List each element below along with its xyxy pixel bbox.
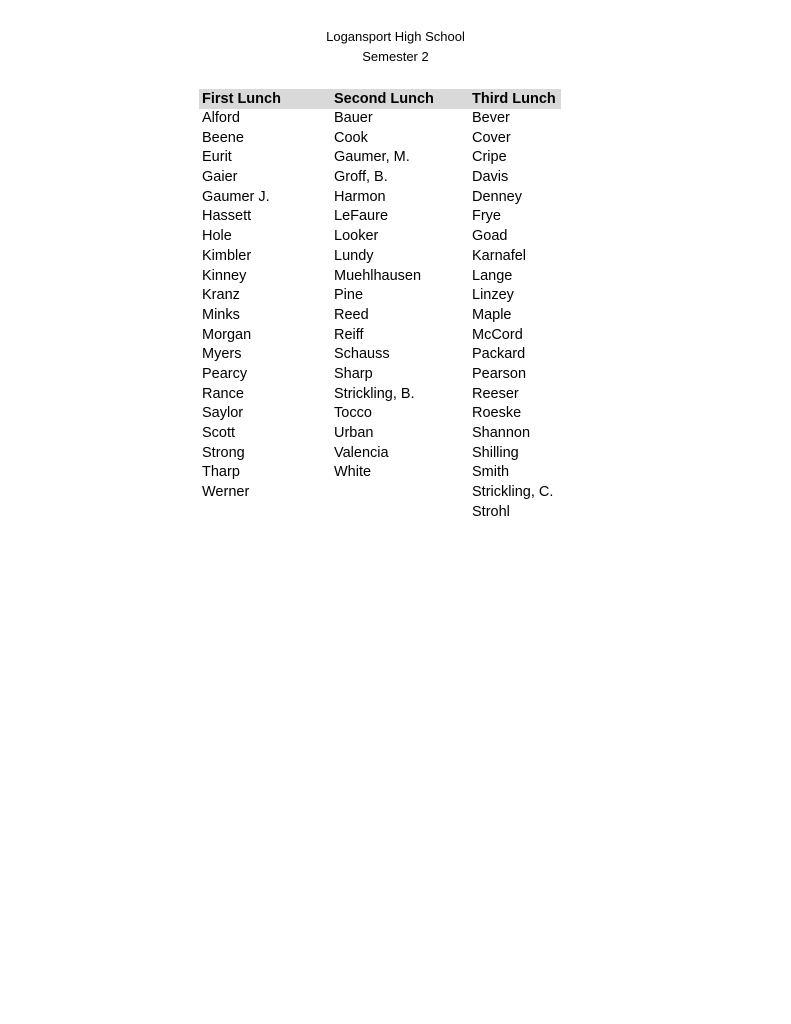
- table-cell: Schauss: [334, 346, 390, 363]
- lunch-schedule-table: [199, 89, 561, 522]
- table-cell: LeFaure: [334, 208, 389, 225]
- table-cell: Gaier: [202, 169, 238, 186]
- table-cell: Werner: [202, 484, 250, 501]
- table-cell: Saylor: [202, 405, 244, 422]
- table-body: [199, 109, 561, 522]
- table-cell: Cook: [334, 129, 368, 146]
- table-cell: Kimbler: [202, 247, 252, 264]
- header-first-lunch: First Lunch: [202, 91, 281, 107]
- table-cell: Harmon: [334, 188, 386, 205]
- table-cell: Hole: [202, 228, 232, 245]
- document-heading: [0, 27, 791, 66]
- table-cell: Minks: [202, 306, 240, 323]
- table-cell: Pearson: [472, 365, 527, 382]
- table-cell: Lundy: [334, 247, 374, 264]
- table-cell: Scott: [202, 425, 236, 441]
- table-cell: Muehlhausen: [334, 267, 422, 284]
- table-cell: Valencia: [334, 444, 389, 461]
- table-cell: Myers: [202, 346, 242, 363]
- table-cell: Gaumer J.: [202, 188, 270, 205]
- table-cell: Reeser: [472, 385, 519, 402]
- table-cell: Denney: [472, 188, 522, 205]
- first-lunch-column: [199, 109, 332, 522]
- table-cell: Urban: [334, 425, 374, 441]
- table-cell: Packard: [472, 346, 526, 363]
- header-second-lunch: Second Lunch: [334, 91, 434, 107]
- table-cell: Strohl: [472, 503, 510, 520]
- table-cell: Pine: [334, 287, 364, 304]
- table-cell: Kinney: [202, 267, 247, 284]
- table-cell: Tharp: [202, 464, 240, 481]
- table-cell: Linzey: [472, 287, 514, 304]
- table-cell: Rance: [202, 385, 244, 402]
- table-cell: Pearcy: [202, 365, 248, 382]
- table-cell: Strickling, B.: [334, 385, 415, 402]
- semester-subtitle: Semester 2: [362, 48, 429, 64]
- table-cell: Alford: [202, 110, 240, 126]
- table-cell: Looker: [334, 228, 379, 245]
- table-cell: Davis: [472, 169, 509, 186]
- table-cell: Maple: [472, 306, 512, 323]
- third-lunch-column: [470, 109, 561, 522]
- table-cell: Reed: [334, 306, 369, 323]
- table-cell: Eurit: [202, 149, 232, 166]
- school-title: Logansport High School: [326, 29, 465, 44]
- table-cell: Bever: [472, 110, 510, 126]
- table-cell: Smith: [472, 464, 510, 481]
- table-cell: White: [334, 464, 372, 481]
- table-cell: Shilling: [472, 444, 519, 461]
- table-cell: Shannon: [472, 425, 531, 441]
- table-cell: Sharp: [334, 365, 373, 382]
- table-cell: Lange: [472, 267, 513, 284]
- table-cell: Karnafel: [472, 247, 527, 264]
- table-cell: Goad: [472, 228, 508, 245]
- table-cell: Strickling, C.: [472, 484, 554, 501]
- table-header-row: [199, 89, 561, 109]
- table-cell: Groff, B.: [334, 169, 388, 186]
- table-cell: Gaumer, M.: [334, 149, 410, 166]
- table-cell: Frye: [472, 208, 501, 225]
- table-cell: Roeske: [472, 405, 522, 422]
- table-cell: Morgan: [202, 326, 252, 343]
- table-cell: Beene: [202, 129, 244, 146]
- table-cell: Bauer: [334, 110, 373, 126]
- table-cell: Kranz: [202, 287, 240, 304]
- table-cell: Hassett: [202, 208, 252, 225]
- table-cell: Tocco: [334, 405, 372, 422]
- header-third-lunch: Third Lunch: [472, 91, 556, 107]
- table-cell: Cripe: [472, 149, 507, 166]
- table-cell: Reiff: [334, 326, 364, 343]
- second-lunch-column: [332, 109, 470, 522]
- table-cell: Strong: [202, 444, 245, 461]
- table-cell: Cover: [472, 129, 511, 146]
- table-cell: McCord: [472, 326, 523, 343]
